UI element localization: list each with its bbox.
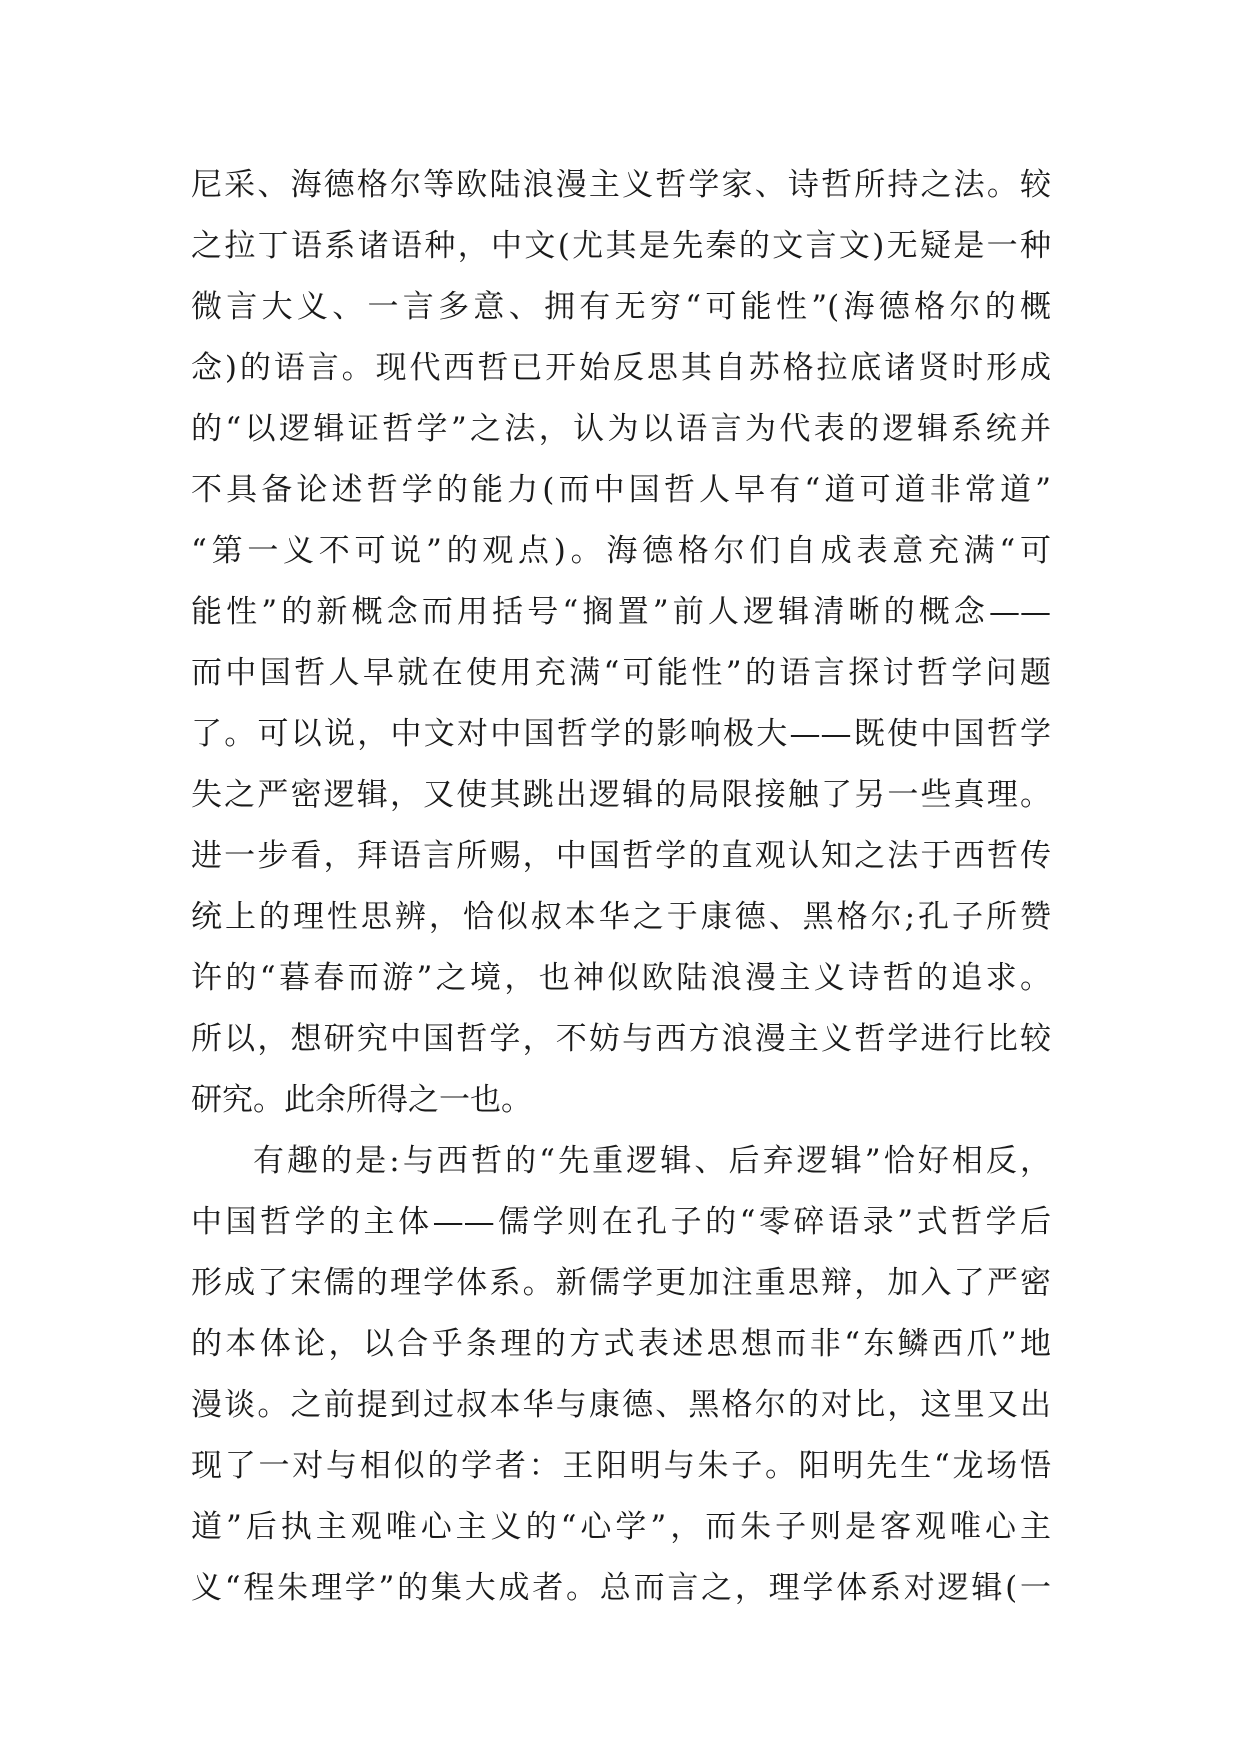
text-line: 进一步看，拜语言所赐，中国哲学的直观认知之法于西哲传 [191,838,1051,874]
text-line: 而中国哲人早就在使用充满“可能性”的语言探讨哲学问题 [191,655,1051,691]
text-line: 道”后执主观唯心主义的“心学”，而朱子则是客观唯心主 [191,1509,1051,1545]
text-line: 不具备论述哲学的能力(而中国哲人早有“道可道非常道” [191,472,1051,508]
text-line: 失之严密逻辑，又使其跳出逻辑的局限接触了另一些真理。 [191,777,1051,813]
text-line: 之拉丁语系诸语种，中文(尤其是先秦的文言文)无疑是一种 [191,228,1051,264]
text-line: 义“程朱理学”的集大成者。总而言之，理学体系对逻辑(一 [191,1570,1051,1606]
paragraph-1 [191,155,1051,1131]
text-line: 漫谈。之前提到过叔本华与康德、黑格尔的对比，这里又出 [191,1387,1051,1423]
text-line: 微言大义、一言多意、拥有无穷“可能性”(海德格尔的概 [191,289,1051,325]
text-line: 研究。此余所得之一也。 [191,1082,532,1118]
text-line: 现了一对与相似的学者：王阳明与朱子。阳明先生“龙场悟 [191,1448,1051,1484]
paragraph-2 [191,1131,1051,1619]
text-line: 念)的语言。现代西哲已开始反思其自苏格拉底诸贤时形成 [191,350,1051,386]
text-line: 所以，想研究中国哲学，不妨与西方浪漫主义哲学进行比较 [191,1021,1051,1057]
text-line: 形成了宋儒的理学体系。新儒学更加注重思辩，加入了严密 [191,1265,1051,1301]
text-line: 的本体论，以合乎条理的方式表述思想而非“东鳞西爪”地 [191,1326,1051,1362]
text-line: 统上的理性思辨，恰似叔本华之于康德、黑格尔;孔子所赞 [191,899,1051,935]
text-line: “第一义不可说”的观点)。海德格尔们自成表意充满“可 [191,533,1051,569]
text-line: 中国哲学的主体——儒学则在孔子的“零碎语录”式哲学后 [191,1204,1051,1240]
text-line: 尼采、海德格尔等欧陆浪漫主义哲学家、诗哲所持之法。较 [191,167,1051,203]
text-line: 的“以逻辑证哲学”之法，认为以语言为代表的逻辑系统并 [191,411,1051,447]
body-text [191,155,1051,1619]
text-line: 有趣的是:与西哲的“先重逻辑、后弃逻辑”恰好相反， [253,1143,1051,1179]
text-line: 许的“暮春而游”之境，也神似欧陆浪漫主义诗哲的追求。 [191,960,1051,996]
text-line: 了。可以说，中文对中国哲学的影响极大——既使中国哲学 [191,716,1051,752]
text-line: 能性”的新概念而用括号“搁置”前人逻辑清晰的概念—— [191,594,1051,630]
